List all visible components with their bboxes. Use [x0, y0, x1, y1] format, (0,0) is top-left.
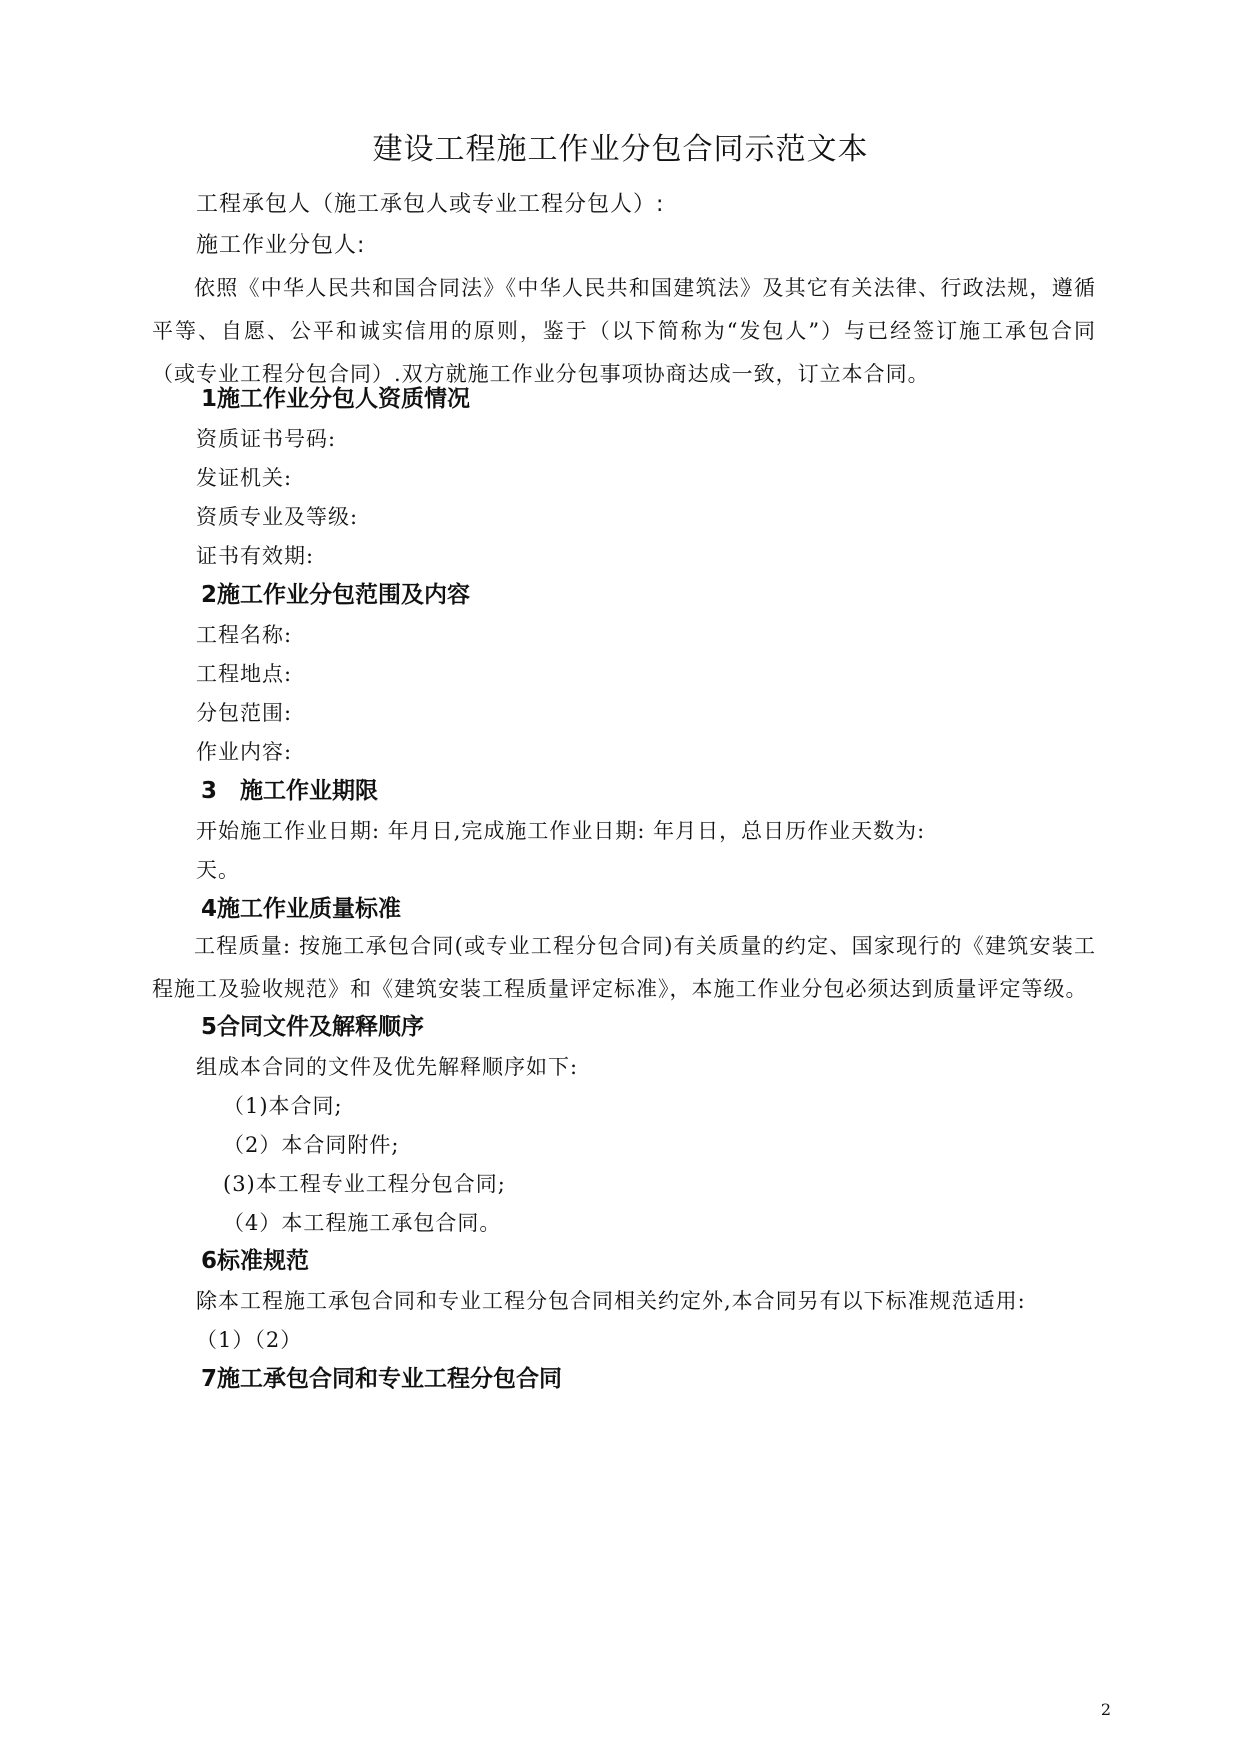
section-3-days: 天。 — [196, 858, 240, 882]
section-7-heading: 7施工承包合同和专业工程分包合同 — [201, 1366, 563, 1392]
section-5-item: (3)本工程专业工程分包合同; — [223, 1172, 506, 1196]
section-2-item: 工程地点: — [196, 662, 293, 686]
section-3-dates: 开始施工作业日期: 年月日,完成施工作业日期: 年月日，总日历作业天数为: — [196, 819, 926, 843]
section-5-heading: 5合同文件及解释顺序 — [201, 1014, 425, 1040]
section-1-item: 资质专业及等级: — [196, 505, 359, 529]
intro-paragraph: 依照《中华人民共和国合同法》《中华人民共和国建筑法》及其它有关法律、行政法规，遵循平等、自愿、公平和诚实信用的原则，鉴于（以下简称为“发包人”）与已经签订施工承包合同（或专业工程分包合同）.双方就施工作业分包事项协商达成一致，订立本合同。 — [152, 276, 1096, 386]
section-6-items: （1）（2） — [196, 1328, 303, 1352]
section-2-item: 工程名称: — [196, 623, 293, 647]
subcontractor-label: 施工作业分包人: — [196, 233, 366, 258]
section-1-heading: 1施工作业分包人资质情况 — [201, 386, 471, 412]
section-5-item: （4）本工程施工承包合同。 — [223, 1211, 502, 1235]
section-6-paragraph: 除本工程施工承包合同和专业工程分包合同相关约定外,本合同另有以下标准规范适用: — [196, 1289, 1026, 1313]
section-4-heading: 4施工作业质量标准 — [201, 896, 402, 922]
section-1-item: 发证机关: — [196, 466, 293, 490]
section-1-item: 证书有效期: — [196, 544, 315, 568]
section-5-intro: 组成本合同的文件及优先解释顺序如下: — [196, 1055, 579, 1079]
section-1-item: 资质证书号码: — [196, 427, 337, 451]
contractor-label: 工程承包人（施工承包人或专业工程分包人）: — [196, 192, 665, 217]
document-title: 建设工程施工作业分包合同示范文本 — [372, 132, 869, 167]
section-2-item: 分包范围: — [196, 701, 293, 725]
section-5-item: （1)本合同; — [223, 1094, 343, 1118]
section-6-heading: 6标准规范 — [201, 1248, 310, 1274]
section-5-item: （2）本合同附件; — [223, 1133, 400, 1157]
section-3-heading: 3 施工作业期限 — [201, 778, 379, 804]
section-4-paragraph: 工程质量: 按施工承包合同(或专业工程分包合同)有关质量的约定、国家现行的《建筑安装工程施工及验收规范》和《建筑安装工程质量评定标准》，本施工作业分包必须达到质量评定等级。 — [152, 934, 1096, 1001]
page-number: 2 — [1100, 1700, 1111, 1719]
section-2-item: 作业内容: — [196, 740, 293, 764]
section-2-heading: 2施工作业分包范围及内容 — [201, 582, 471, 608]
